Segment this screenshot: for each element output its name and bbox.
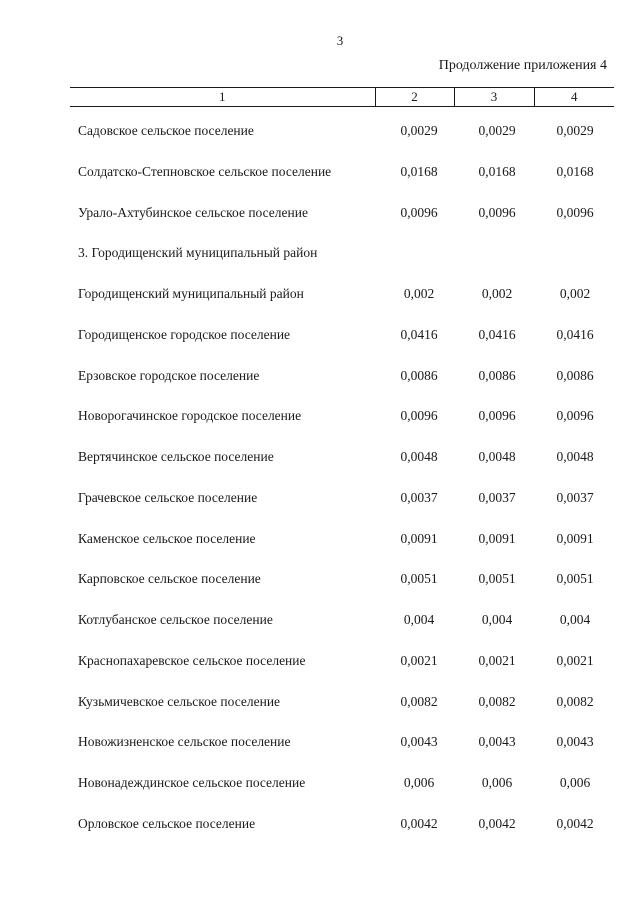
table-row — [0, 529, 640, 549]
row-value-col-4: 0,0416 — [556, 327, 594, 342]
row-value-col-4: 0,0048 — [556, 449, 594, 464]
row-value-col-3: 0,0096 — [478, 408, 516, 423]
row-name: Каменское сельское поселение — [78, 531, 256, 546]
row-value-col-3: 0,0048 — [478, 449, 516, 464]
row-name: Новожизненское сельское поселение — [78, 734, 291, 749]
table-row — [0, 692, 640, 712]
row-value-col-2: 0,0416 — [400, 327, 438, 342]
row-value-col-4: 0,0043 — [556, 734, 594, 749]
continuation-title: Продолжение приложения 4 — [438, 58, 607, 73]
header-col-3: 3 — [454, 88, 534, 107]
row-value-col-3: 0,004 — [481, 612, 513, 627]
table-row — [0, 773, 640, 793]
row-value-col-2: 0,0029 — [400, 123, 438, 138]
row-value-col-2: 0,0096 — [400, 408, 438, 423]
row-value-col-3: 0,0021 — [478, 653, 516, 668]
row-value-col-2: 0,0051 — [400, 571, 438, 586]
row-value-col-2: 0,0021 — [400, 653, 438, 668]
row-value-col-3: 0,0086 — [478, 368, 516, 383]
row-name: Урало-Ахтубинское сельское поселение — [78, 205, 308, 220]
page-number: 3 — [336, 33, 344, 48]
header-col-1: 1 — [70, 88, 375, 107]
row-value-col-3: 0,0043 — [478, 734, 516, 749]
row-name: Кузьмичевское сельское поселение — [78, 694, 281, 709]
row-value-col-2: 0,002 — [403, 286, 435, 301]
row-name: Городищенское городское поселение — [78, 327, 291, 342]
row-value-col-2: 0,006 — [403, 775, 435, 790]
row-value-col-3: 0,0096 — [478, 205, 516, 220]
table-row — [0, 406, 640, 426]
table-row — [0, 162, 640, 182]
row-value-col-3: 0,0416 — [478, 327, 516, 342]
header-col-2: 2 — [375, 88, 454, 107]
table-row — [0, 243, 640, 263]
row-name: Солдатско-Степновское сельское поселение — [78, 164, 332, 179]
table-row — [0, 651, 640, 671]
header-col-4: 4 — [534, 88, 614, 107]
row-name: Котлубанское сельское поселение — [78, 612, 273, 627]
row-value-col-4: 0,0096 — [556, 408, 594, 423]
row-value-col-3: 0,002 — [481, 286, 513, 301]
row-value-col-4: 0,0042 — [556, 816, 594, 831]
row-value-col-3: 0,0082 — [478, 694, 516, 709]
row-value-col-2: 0,0043 — [400, 734, 438, 749]
row-value-col-2: 0,0082 — [400, 694, 438, 709]
table-row — [0, 814, 640, 834]
row-value-col-3: 0,006 — [481, 775, 513, 790]
row-value-col-4: 0,0082 — [556, 694, 594, 709]
row-value-col-3: 0,0037 — [478, 490, 516, 505]
row-value-col-2: 0,0048 — [400, 449, 438, 464]
row-value-col-3: 0,0168 — [478, 164, 516, 179]
row-name: Орловское сельское поселение — [78, 816, 256, 831]
row-value-col-2: 0,0168 — [400, 164, 438, 179]
table-row — [0, 610, 640, 630]
row-value-col-4: 0,002 — [559, 286, 591, 301]
row-name: 3. Городищенский муниципальный район — [78, 245, 318, 260]
row-name: Краснопахаревское сельское поселение — [78, 653, 306, 668]
row-value-col-4: 0,0029 — [556, 123, 594, 138]
row-name: Садовское сельское поселение — [78, 123, 254, 138]
row-value-col-3: 0,0042 — [478, 816, 516, 831]
row-name: Ерзовское городское поселение — [78, 368, 260, 383]
row-value-col-2: 0,0042 — [400, 816, 438, 831]
row-value-col-4: 0,0051 — [556, 571, 594, 586]
row-value-col-4: 0,0021 — [556, 653, 594, 668]
table-row — [0, 732, 640, 752]
row-name: Грачевское сельское поселение — [78, 490, 258, 505]
row-value-col-4: 0,006 — [559, 775, 591, 790]
table-row — [0, 447, 640, 467]
row-name: Новонадеждинское сельское поселение — [78, 775, 306, 790]
row-value-col-4: 0,0086 — [556, 368, 594, 383]
row-value-col-2: 0,0086 — [400, 368, 438, 383]
table-row — [0, 325, 640, 345]
row-name: Городищенский муниципальный район — [78, 286, 304, 301]
row-value-col-2: 0,0037 — [400, 490, 438, 505]
row-value-col-4: 0,0096 — [556, 205, 594, 220]
row-value-col-2: 0,004 — [403, 612, 435, 627]
table-header — [70, 87, 614, 107]
row-value-col-4: 0,0091 — [556, 531, 594, 546]
table-row — [0, 569, 640, 589]
row-value-col-3: 0,0029 — [478, 123, 516, 138]
table-row — [0, 284, 640, 304]
row-value-col-3: 0,0051 — [478, 571, 516, 586]
table-row — [0, 203, 640, 223]
row-value-col-2: 0,0096 — [400, 205, 438, 220]
row-value-col-4: 0,004 — [559, 612, 591, 627]
table-row — [0, 488, 640, 508]
table-row — [0, 121, 640, 141]
row-value-col-2: 0,0091 — [400, 531, 438, 546]
row-value-col-4: 0,0168 — [556, 164, 594, 179]
row-value-col-3: 0,0091 — [478, 531, 516, 546]
table-row — [0, 366, 640, 386]
row-name: Новорогачинское городское поселение — [78, 408, 302, 423]
row-name: Вертячинское сельское поселение — [78, 449, 274, 464]
row-name: Карповское сельское поселение — [78, 571, 261, 586]
row-value-col-4: 0,0037 — [556, 490, 594, 505]
